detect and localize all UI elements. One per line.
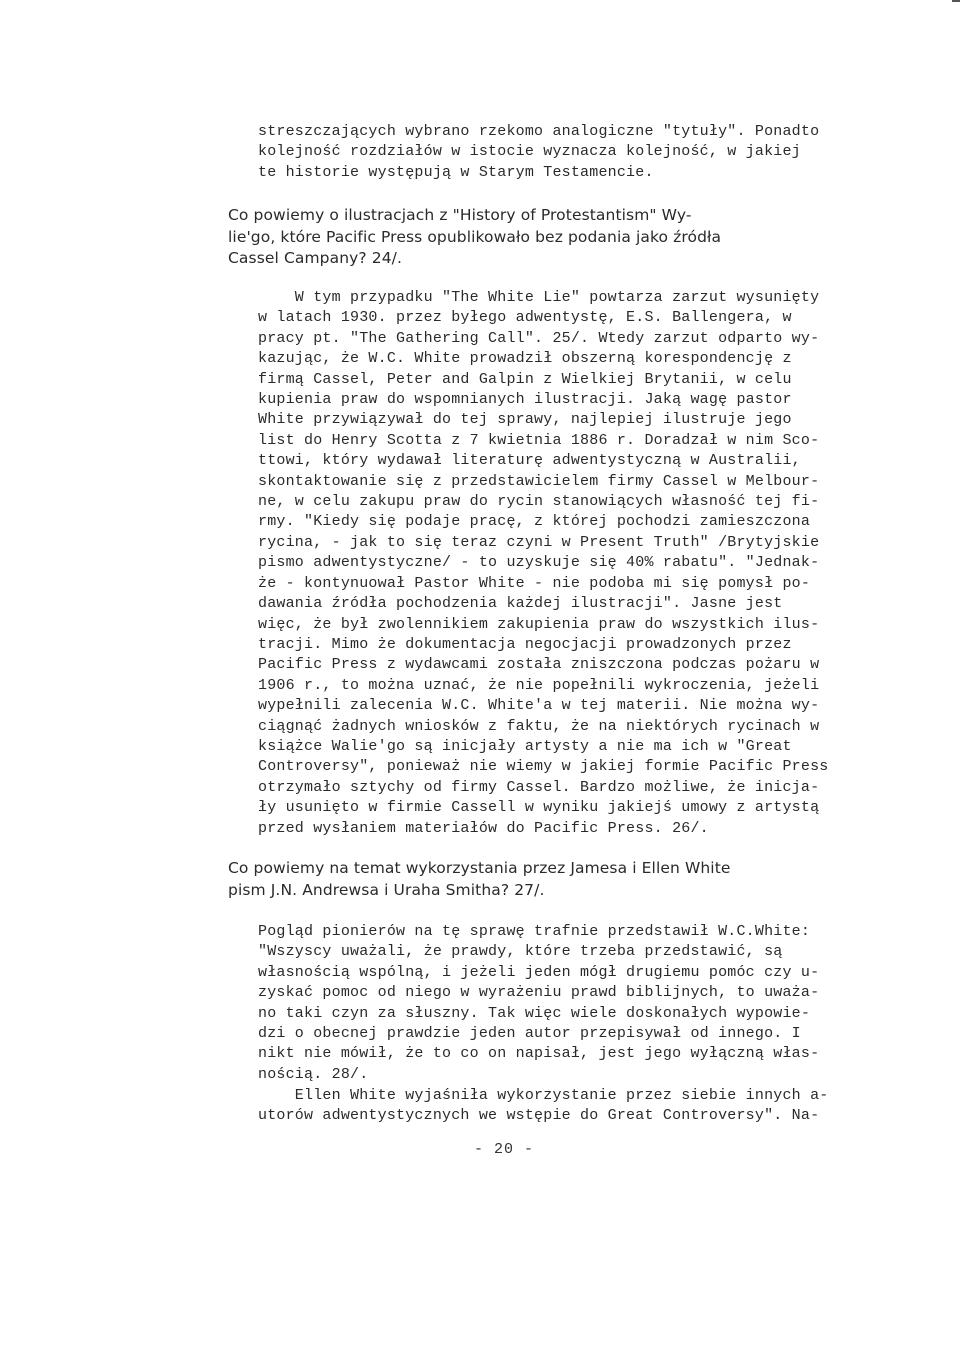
- text-line: wypełnili zalecenia W.C. White'a w tej materii. Nie można wy-: [258, 697, 820, 715]
- text-line: firmą Cassel, Peter and Galpin z Wielkiej Brytanii, w celu: [258, 370, 792, 388]
- text-line: te historie występują w Starym Testamencie.: [258, 163, 654, 181]
- text-line: tracji. Mimo że dokumentacja negocjacji prowadzonych przez: [258, 635, 792, 653]
- text-line: 1906 r., to można uznać, że nie popełnili wykroczenia, jeżeli: [258, 676, 820, 694]
- text-line: Pogląd pionierów na tę sprawę trafnie przedstawił W.C.White:: [258, 923, 811, 940]
- text-line: kazując, że W.C. White prowadził obszerną korespondencję z: [258, 350, 792, 368]
- text-line: Cassel Campany? 24/.: [228, 249, 403, 267]
- text-line: ły usunięto w firmie Cassell w wyniku jakiejś umowy z artystą: [258, 799, 820, 817]
- text-line: otrzymało sztychy od firmy Cassel. Bardzo możliwe, że inicja-: [258, 778, 820, 796]
- paragraph-ellen: [258, 1086, 858, 1127]
- text-line: książce Walie'go są inicjały artysty a nie ma ich w "Great: [258, 737, 792, 755]
- text-line: "Wszyscy uważali, że prawdy, które trzeba przedstawić, są: [258, 943, 783, 961]
- text-line: dawania źródła pochodzenia każdej ilustracji". Jasne jest: [258, 595, 783, 613]
- paragraph-main: [258, 288, 858, 839]
- text-line: skontaktowanie się z przedstawicielem firmy Cassel w Melbour-: [258, 472, 820, 490]
- text-line: pracy pt. "The Gathering Call". 25/. Wtedy zarzut odparto wy-: [258, 329, 820, 347]
- text-line: własnością wspólną, i jeżeli jeden mógł drugiemu pomóc czy u-: [258, 963, 820, 981]
- text-line: dzi o obecnej prawdzie jeden autor przepisywał od innego. I: [258, 1025, 801, 1043]
- text-line: pismo adwentystyczne/ - to uzyskuje się 40% rabatu". "Jednak-: [258, 554, 820, 572]
- text-line: ne, w celu zakupu praw do rycin stanowiących własność tej fi-: [258, 493, 820, 511]
- text-line: Co powiemy o ilustracjach z "History of Protestantism" Wy-: [228, 206, 692, 224]
- text-line: Pacific Press z wydawcami została zniszczona podczas pożaru w: [258, 656, 820, 674]
- text-line: zyskać pomoc od niego w wyrażeniu prawd biblijnych, to uważa-: [258, 984, 820, 1002]
- text-line: ciągnąć żadnych wniosków z faktu, że na niektórych rycinach w: [258, 717, 820, 735]
- text-line: przed wysłaniem materiałów do Pacific Press. 26/.: [258, 819, 709, 837]
- text-line: rycina, - jak to się teraz czyni w Present Truth" /Brytyjskie: [258, 533, 820, 551]
- text-line: nością. 28/.: [258, 1065, 369, 1083]
- text-line: w latach 1930. przez byłego adwentystę, E.S. Ballengera, w: [258, 309, 792, 327]
- question-heading-illustrations: [228, 205, 868, 270]
- text-line: streszczających wybrano rzekomo analogiczne "tytuły". Ponadto: [258, 123, 820, 140]
- text-line: więc, że był zwolennikiem zakupienia praw do wszystkich ilus-: [258, 615, 820, 633]
- text-line: no taki czyn za słuszny. Tak więc wiele doskonałych wypowie-: [258, 1004, 811, 1022]
- text-line: ttowi, który wydawał literaturę adwentystyczną w Australii,: [258, 452, 801, 470]
- text-line: utorów adwentystycznych we wstępie do Great Controversy". Na-: [258, 1107, 820, 1125]
- page-number: - 20 -: [474, 1141, 535, 1158]
- text-line: lie'go, które Pacific Press opublikowało bez podania jako źródła: [228, 227, 722, 246]
- text-line: że - kontynuował Pastor White - nie podoba mi się pomysł po-: [258, 574, 811, 592]
- text-line: Controversy", ponieważ nie wiemy w jakiej formie Pacific Press: [258, 758, 829, 776]
- text-line: kolejność rozdziałów w istocie wyznacza kolejność, w jakiej: [258, 143, 801, 161]
- text-line: nikt nie mówił, że to co on napisał, jest jego wyłączną włas-: [258, 1045, 820, 1063]
- text-line: list do Henry Scotta z 7 kwietnia 1886 r. Doradzał w nim Sco-: [258, 431, 820, 449]
- text-line: Ellen White wyjaśniła wykorzystanie przez siebie innych a-: [258, 1087, 829, 1104]
- text-line: Co powiemy na temat wykorzystania przez Jamesa i Ellen White: [228, 859, 731, 877]
- text-line: rmy. "Kiedy się podaje pracę, z której pochodzi zamieszczona: [258, 513, 811, 531]
- text-line: kupienia praw do wspomnianych ilustracji. Jaką wagę pastor: [258, 391, 792, 409]
- paragraph-intro: [258, 122, 858, 183]
- text-line: W tym przypadku "The White Lie" powtarza zarzut wysunięty: [258, 289, 820, 306]
- text-line: White przywiązywał do tej sprawy, najlepiej ilustruje jego: [258, 411, 792, 429]
- paragraph-pioneers: [258, 922, 858, 1085]
- scan-corner-mark: [952, 0, 960, 2]
- question-heading-james: [228, 858, 868, 901]
- text-line: pism J.N. Andrewsa i Uraha Smitha? 27/.: [228, 880, 545, 899]
